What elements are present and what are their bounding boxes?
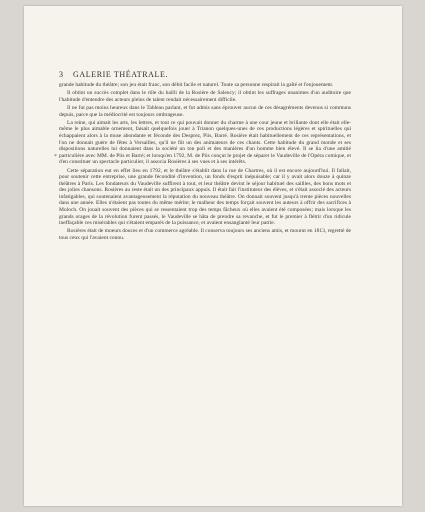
paragraph-3: Il ne fut pas moins heureux dans le Tableau parlant, et fut admis sans éprouver aucun de ces désagréments devenus si communs depuis, parce que la médiocrité est toujours ombrageuse. [59, 104, 351, 118]
running-title: GALERIE THÉATRALE. [73, 70, 169, 79]
paragraph-4: La reine, qui aimait les arts, les lettres, et tout ce qui pouvait donner du charme à une cour jeune et brillante dont elle était elle-même le plus aimable ornement, faisait quelquefois jouer à Trianon quelques-unes de ces productions légères et spirituelles qui échappaient alors à la muse abondante et féconde des Desprez, Piis, Barré. Rosière était habituellement de ces représentations, et l'on ne donnait guère de fêtes à Versailles, qu'il ne fût un des animateurs de ces chants. Cette habitude du grand monde et ses dispositions naturelles lui donnaient dans la société un ton poli et des manières d'un homme bien élevé. Il se lia d'une amitié particulière avec MM. de Piis et Barré; et lorsqu'en 1792, M. de Piis conçut le projet de séparer le Vaudeville de l'Opéra comique, et d'en constituer un spectacle particulier, il associa Rosières à ses vues et à ses intérêts. [59, 119, 351, 166]
book-page [24, 6, 402, 506]
body-text [59, 82, 351, 243]
paragraph-5: Cette séparation eut en effet lieu en 1792, et le théâtre s'établit dans la rue de Chartres, où il est encore aujourd'hui. Il fallait, pour soutenir cette entreprise, une grande fécondité d'invention, un fonds d'esprit inépuisable; car il y avait alors douze à quinze théâtres à Paris. Les fondateurs du Vaudeville suffirent à tout, et leur théâtre devint le séjour habituel des saillies, des bons mots et des jolies chansons. Rosières au reste était un des principaux appuis. Il était fait l'instituteur des élèves, et s'était associé des acteurs infatigables, qui soutenaient avantageusement la réputation du nouveau théâtre. On donnait souvent jusqu'à trente pièces nouvelles dans une année. Elles n'étaient pas toutes du même mérite; le malheur des temps forçait souvent les auteurs à offrir des sacrifices à Moloch. On jouait souvent des pièces qui se ressentaient trop des temps fâcheux où elles avaient été composées; mais lorsque les grands orages de la révolution furent passés, le Vaudeville se hâta de prendre sa revanche, et fut le premier à flétrir d'un ridicule ineffaçable ces misérables qui s'étaient emparés de la puissance, et avaient ensanglanté leur patrie. [59, 167, 351, 227]
paragraph-2: Il obtint un succès complet dans le rôle du bailli de la Rosière de Salency; il obtint les suffrages unanimes d'un auditoire que l'habitude d'entendre des acteurs pleins de talent rendait nécessairement difficile. [59, 90, 351, 103]
paragraph-6: Rosières était de moeurs douces et d'un commerce agréable. Il conserva toujours ses anciens amis, et mourut en 1813, regretté de tous ceux qui l'avaient connu. [59, 228, 351, 242]
paragraph-1: grande habitude du théâtre; son jeu était franc, son débit facile et naturel. Toute sa personne respirait la gaîté et l'enjouement. [59, 82, 334, 88]
page-number: 3 [59, 70, 64, 79]
margin-mark: * [54, 154, 57, 160]
page-header [59, 70, 359, 82]
